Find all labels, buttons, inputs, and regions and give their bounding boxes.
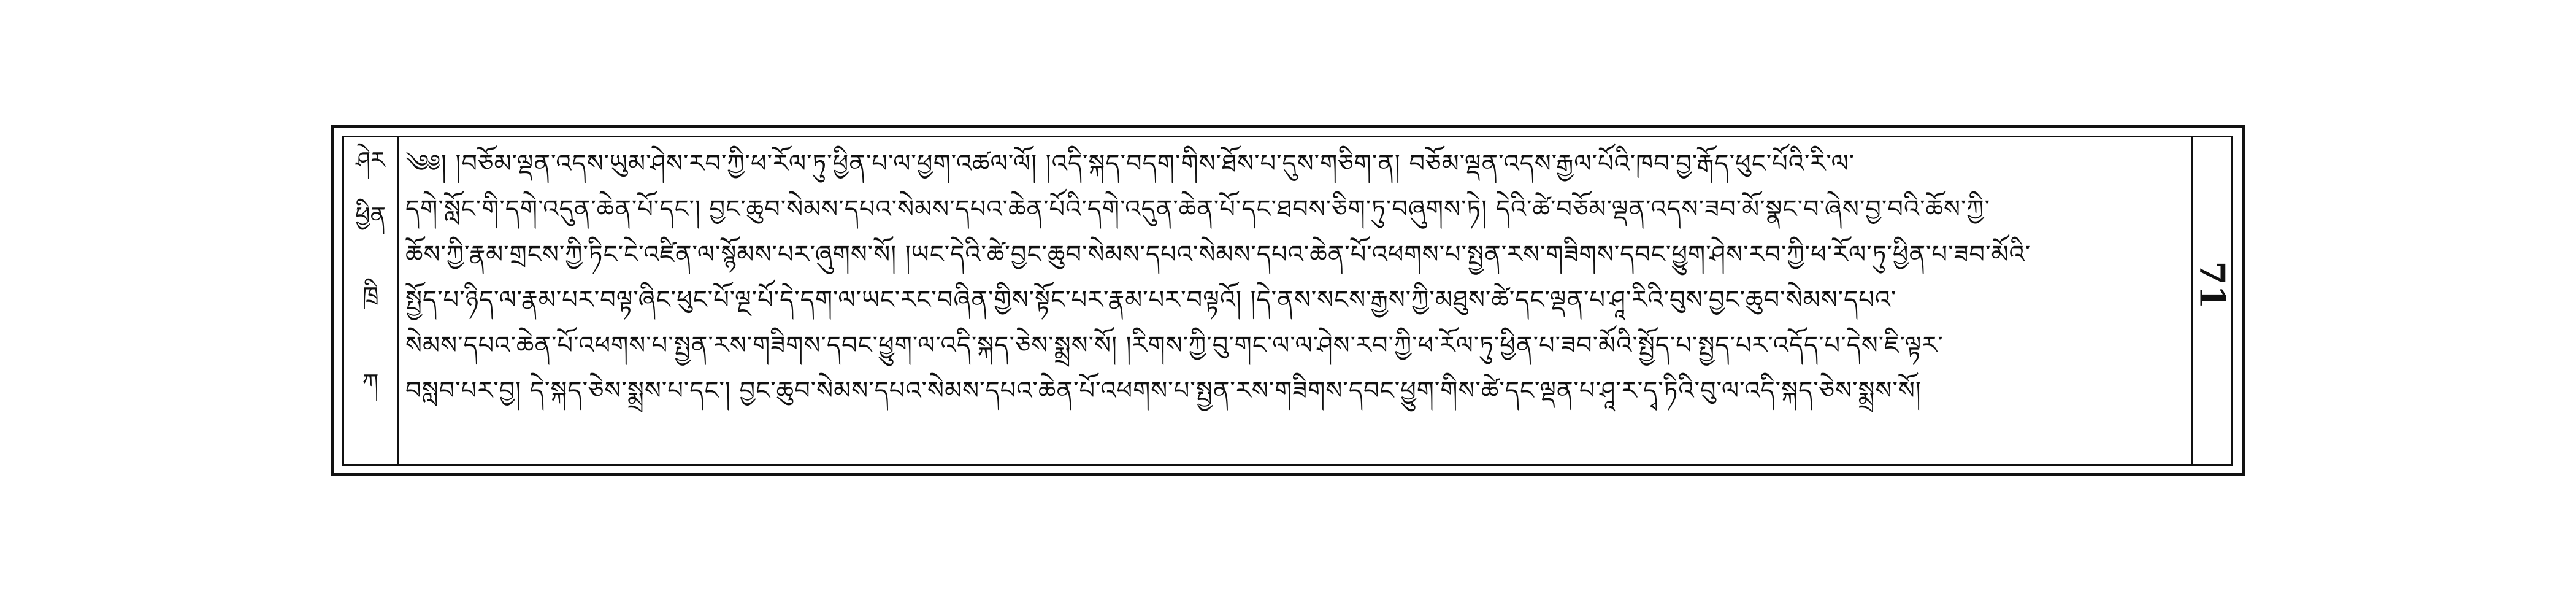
text-line-6: བསླབ་པར་བྱ། དེ་སྐད་ཅེས་སྨྲས་པ་དང་། བྱང་ཆུབ་སེམས་དཔའ་སེམས་དཔའ་ཆེན་པོ་འཕགས་པ་སྤྱན་རས་གཟིགས་དབང་ཕྱུག་གིས་ཚེ་དང་ལྡན་པ་ཤཱ་ར་དྭ་ཏིའི་བུ་ལ་འདི་སྐད་ཅེས་སྨྲས་སོ། xyxy=(405,377,1922,405)
text-line-2: དགེ་སློང་གི་དགེ་འདུན་ཆེན་པོ་དང་། བྱང་ཆུབ་སེམས་དཔའ་སེམས་དཔའ་ཆེན་པོའི་དགེ་འདུན་ཆེན་པོ་དང་ཐབས་ཅིག་ཏུ་བཞུགས་ཏེ། དེའི་ཚེ་བཅོམ་ལྡན་འདས་ཟབ་མོ་སྣང་བ་ཞེས་བྱ་བའི་ཆོས་ཀྱི་ xyxy=(405,195,1990,223)
folio-frame xyxy=(342,136,2233,466)
right-margin-folio-column xyxy=(2191,137,2231,464)
margin-title-part-4: ཀ xyxy=(362,369,379,396)
margin-title-part-2: ཕྱིན xyxy=(355,202,386,229)
margin-title-part-1: ཤེར xyxy=(356,147,385,174)
tibetan-text-block xyxy=(405,141,2183,460)
text-line-1: ༄༅། །བཅོམ་ལྡན་འདས་ཡུམ་ཤེས་རབ་ཀྱི་ཕ་རོལ་ཏུ་ཕྱིན་པ་ལ་ཕྱག་འཚལ་ལོ། །འདི་སྐད་བདག་གིས་ཐོས་པ་དུས་གཅིག་ན། བཅོམ་ལྡན་འདས་རྒྱལ་པོའི་ཁབ་བྱ་རྒོད་ཕུང་པོའི་རི་ལ་ xyxy=(405,150,1855,178)
folio-number: 71 xyxy=(2191,261,2233,309)
text-line-5: སེམས་དཔའ་ཆེན་པོ་འཕགས་པ་སྤྱན་རས་གཟིགས་དབང་ཕྱུག་ལ་འདི་སྐད་ཅེས་སྨྲས་སོ། །རིགས་ཀྱི་བུ་གང་ལ་ལ་ཤེས་རབ་ཀྱི་ཕ་རོལ་ཏུ་ཕྱིན་པ་ཟབ་མོའི་སྤྱོད་པ་སྤྱད་པར་འདོད་པ་དེས་ཇི་ལྟར་ xyxy=(405,331,1944,360)
left-margin-title-column xyxy=(344,137,399,464)
folio-page xyxy=(331,125,2245,476)
text-line-4: སྤྱོད་པ་ཉིད་ལ་རྣམ་པར་བལྟ་ཞིང་ཕུང་པོ་ལྔ་པོ་དེ་དག་ལ་ཡང་རང་བཞིན་གྱིས་སྟོང་པར་རྣམ་པར་བལྟའོ། །དེ་ནས་སངས་རྒྱས་ཀྱི་མཐུས་ཚེ་དང་ལྡན་པ་ཤཱ་རིའི་བུས་བྱང་ཆུབ་སེམས་དཔའ་ xyxy=(405,286,1897,314)
margin-title-part-3: ཁྲི xyxy=(362,282,379,309)
text-line-3: ཆོས་ཀྱི་རྣམ་གྲངས་ཀྱི་ཏིང་ངེ་འཛིན་ལ་སྙོམས་པར་ཞུགས་སོ། །ཡང་དེའི་ཚེ་བྱང་ཆུབ་སེམས་དཔའ་སེམས་དཔའ་ཆེན་པོ་འཕགས་པ་སྤྱན་རས་གཟིགས་དབང་ཕྱུག་ཤེས་རབ་ཀྱི་ཕ་རོལ་ཏུ་ཕྱིན་པ་ཟབ་མོའི་ xyxy=(405,241,2031,269)
